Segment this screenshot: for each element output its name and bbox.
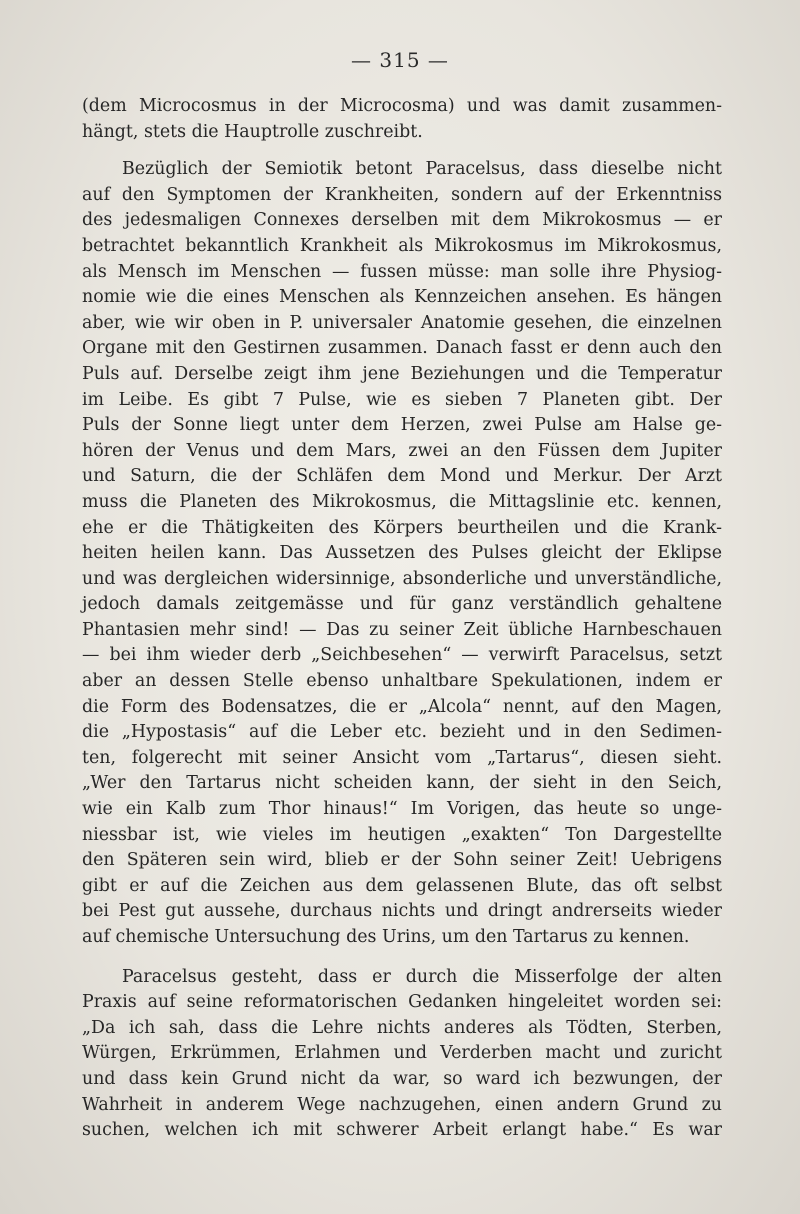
text-line: gibt er auf die Zeichen aus dem gelassenen Blute, das oft selbst — [82, 875, 722, 896]
text-line: und dass kein Grund nicht da war, so ward ich bezwungen, der — [82, 1068, 722, 1089]
text-line: den Späteren sein wird, blieb er der Sohn seiner Zeit! Uebrigens — [82, 850, 722, 871]
text-line: bei Pest gut aussehe, durchaus nichts und dringt andrerseits wieder — [82, 901, 722, 922]
text-line: Phantasien mehr sind! — Das zu seiner Zeit übliche Harnbeschauen — [82, 619, 722, 640]
paragraph-spacer — [82, 145, 722, 157]
text-line: Puls der Sonne liegt unter dem Herzen, zwei Pulse am Halse ge- — [82, 415, 722, 436]
text-line: betrachtet bekanntlich Krankheit als Mikrokosmus im Mikrokosmus, — [82, 235, 722, 256]
text-line: Würgen, Erkrümmen, Erlahmen und Verderben macht und zuricht — [82, 1043, 722, 1064]
text-line: hören der Venus und dem Mars, zwei an den Füssen dem Jupiter — [82, 440, 722, 461]
text-line: Bezüglich der Semiotik betont Paracelsus, dass dieselbe nicht — [122, 159, 722, 180]
paragraph-2 — [82, 157, 722, 950]
text-line: die „Hypostasis“ auf die Leber etc. bezieht und in den Sedimen- — [82, 722, 722, 743]
paragraph-3 — [82, 965, 722, 1144]
text-line: aber an dessen Stelle ebenso unhaltbare Spekulationen, indem er — [82, 671, 722, 692]
text-line: des jedesmaligen Connexes derselben mit dem Mikrokosmus — er — [82, 210, 722, 231]
text-line: Wahrheit in anderem Wege nachzugehen, einen andern Grund zu — [82, 1094, 722, 1115]
paragraph-spacer — [82, 951, 722, 965]
text-line: — bei ihm wieder derb „Seichbesehen“ — verwirft Paracelsus, setzt — [82, 645, 722, 666]
text-line: als Mensch im Menschen — fussen müsse: man solle ihre Physiog- — [82, 261, 722, 282]
text-line: niessbar ist, wie vieles im heutigen „exakten“ Ton Dargestellte — [82, 824, 722, 845]
text-line: heiten heilen kann. Das Aussetzen des Pulses gleicht der Eklipse — [82, 543, 722, 564]
text-line: „Wer den Tartarus nicht scheiden kann, der sieht in den Seich, — [82, 773, 722, 794]
page-number: — 315 — — [351, 48, 449, 72]
text-line: ehe er die Thätigkeiten des Körpers beurtheilen und die Krank- — [82, 517, 722, 538]
text-line: Paracelsus gesteht, dass er durch die Misserfolge der alten — [122, 966, 722, 987]
text-line: suchen, welchen ich mit schwerer Arbeit erlangt habe.“ Es war — [82, 1120, 722, 1141]
text-line: und Saturn, die der Schläfen dem Mond und Merkur. Der Arzt — [82, 466, 722, 487]
text-line: die Form des Bodensatzes, die er „Alcola“ nennt, auf den Magen, — [82, 696, 722, 717]
text-line: „Da ich sah, dass die Lehre nichts anderes als Tödten, Sterben, — [82, 1017, 722, 1038]
body-text — [82, 94, 722, 1144]
text-line: im Leibe. Es gibt 7 Pulse, wie es sieben 7 Planeten gibt. Der — [82, 389, 722, 410]
text-line: hängt, stets die Hauptrolle zuschreibt. — [82, 121, 423, 142]
text-line: auf den Symptomen der Krankheiten, sondern auf der Erkenntniss — [82, 184, 722, 205]
text-line: Organe mit den Gestirnen zusammen. Danach fasst er denn auch den — [82, 338, 722, 359]
text-line: wie ein Kalb zum Thor hinaus!“ Im Vorigen, das heute so unge- — [82, 799, 722, 820]
text-line: ten, folgerecht mit seiner Ansicht vom „Tartarus“, diesen sieht. — [82, 747, 722, 768]
text-line: jedoch damals zeitgemässe und für ganz verständlich gehaltene — [82, 594, 722, 615]
text-line: und was dergleichen widersinnige, absonderliche und unverständliche, — [82, 568, 722, 589]
paragraph-1 — [82, 94, 722, 145]
text-line: nomie wie die eines Menschen als Kennzeichen ansehen. Es hängen — [82, 287, 722, 308]
text-line: auf chemische Untersuchung des Urins, um den Tartarus zu kennen. — [82, 927, 690, 947]
text-line: (dem Microcosmus in der Microcosma) und was damit zusammen- — [82, 96, 722, 116]
text-line: Puls auf. Derselbe zeigt ihm jene Beziehungen und die Temperatur — [82, 363, 722, 384]
text-line: Praxis auf seine reformatorischen Gedanken hingeleitet worden sei: — [82, 992, 722, 1013]
text-line: muss die Planeten des Mikrokosmus, die Mittagslinie etc. kennen, — [82, 491, 722, 512]
text-line: aber, wie wir oben in P. universaler Anatomie gesehen, die einzelnen — [82, 312, 722, 333]
